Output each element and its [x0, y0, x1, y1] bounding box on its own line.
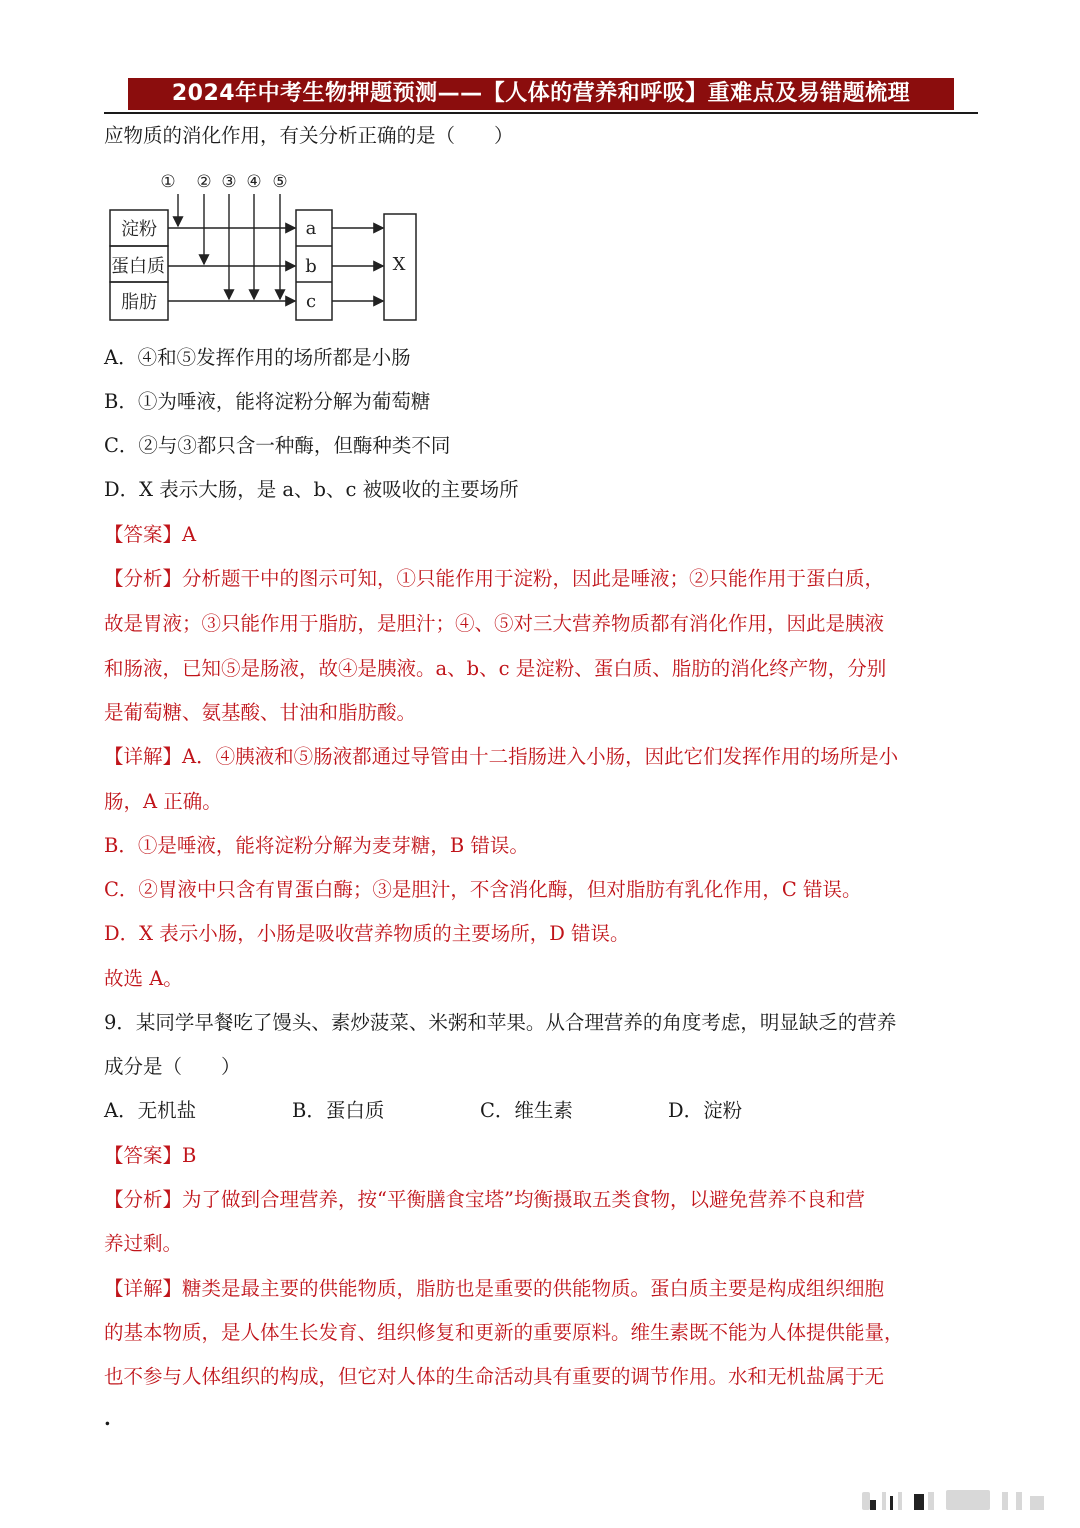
q9-answer: 【答案】B	[104, 1144, 197, 1167]
q9-option-b: B．蛋白质	[292, 1099, 385, 1122]
q9-stem-line: 9．某同学早餐吃了馒头、素炒菠菜、米粥和苹果。从合理营养的角度考虑，明显缺乏的营养	[104, 1011, 897, 1034]
product-c: c	[305, 291, 317, 312]
q8-analysis-line: 【分析】分析题干中的图示可知，①只能作用于淀粉，因此是唾液；②只能作用于蛋白质，	[104, 567, 885, 590]
nutrient-starch: 淀粉	[121, 219, 157, 240]
q9-option-d: D．淀粉	[668, 1099, 743, 1122]
page-header	[104, 78, 978, 114]
digestion-diagram	[108, 168, 420, 328]
marker-2: ②	[196, 172, 212, 192]
q8-stem: 应物质的消化作用，有关分析正确的是（ ）	[104, 124, 514, 147]
q9-stem-line: 成分是（ ）	[104, 1055, 241, 1078]
q8-detail-line: 【详解】A．④胰液和⑤肠液都通过导管由十二指肠进入小肠，因此它们发挥作用的场所是小	[104, 745, 899, 768]
q9-detail-line: 的基本物质，是人体生长发育、组织修复和更新的重要原料。维生素既不能为人体提供能量，	[104, 1321, 904, 1344]
q8-analysis-line: 和肠液，已知⑤是肠液，故④是胰液。a、b、c 是淀粉、蛋白质、脂肪的消化终产物，分别	[104, 657, 887, 680]
q8-option-d: D．X 表示大肠，是 a、b、c 被吸收的主要场所	[104, 478, 519, 501]
watermark-logo	[862, 1486, 1062, 1516]
q8-analysis-line: 故是胃液；③只能作用于脂肪，是胆汁；④、⑤对三大营养物质都有消化作用，因此是胰液	[104, 612, 885, 635]
marker-5: ⑤	[272, 172, 288, 192]
q8-answer: 【答案】A	[104, 523, 197, 546]
q9-option-a: A．无机盐	[104, 1099, 197, 1122]
q8-analysis-line: 是葡萄糖、氨基酸、甘油和脂肪酸。	[104, 701, 417, 724]
q9-detail-line: .	[104, 1407, 111, 1430]
marker-3: ③	[221, 172, 237, 192]
marker-1: ①	[160, 172, 176, 192]
q8-option-c: C．②与③都只含一种酶，但酶种类不同	[104, 434, 451, 457]
q9-option-c: C．维生素	[480, 1099, 573, 1122]
q8-option-a: A．④和⑤发挥作用的场所都是小肠	[104, 346, 411, 369]
q8-detail-line: 肠，A 正确。	[104, 790, 222, 813]
page-title: 2024年中考生物押题预测——【人体的营养和呼吸】重难点及易错题梳理	[128, 78, 954, 110]
q8-detail-line: B．①是唾液，能将淀粉分解为麦芽糖，B 错误。	[104, 834, 529, 857]
q8-conclusion: 故选 A。	[104, 967, 183, 990]
q9-detail-line: 【详解】糖类是最主要的供能物质，脂肪也是重要的供能物质。蛋白质主要是构成组织细胞	[104, 1277, 885, 1300]
q9-detail-line: 也不参与人体组织的构成，但它对人体的生命活动具有重要的调节作用。水和无机盐属于无	[104, 1365, 885, 1388]
product-a: a	[305, 218, 317, 239]
q9-analysis-line: 养过剩。	[104, 1232, 183, 1255]
product-b: b	[305, 256, 317, 277]
nutrient-fat: 脂肪	[121, 292, 157, 313]
q8-detail-line: D．X 表示小肠，小肠是吸收营养物质的主要场所，D 错误。	[104, 922, 630, 945]
target-x: X	[392, 254, 406, 275]
q8-option-b: B．①为唾液，能将淀粉分解为葡萄糖	[104, 390, 431, 413]
nutrient-protein: 蛋白质	[111, 256, 165, 277]
q9-analysis-line: 【分析】为了做到合理营养，按“平衡膳食宝塔”均衡摄取五类食物，以避免营养不良和营	[104, 1188, 865, 1211]
marker-4: ④	[246, 172, 262, 192]
q8-detail-line: C．②胃液中只含有胃蛋白酶；③是胆汁，不含消化酶，但对脂肪有乳化作用，C 错误。	[104, 878, 862, 901]
